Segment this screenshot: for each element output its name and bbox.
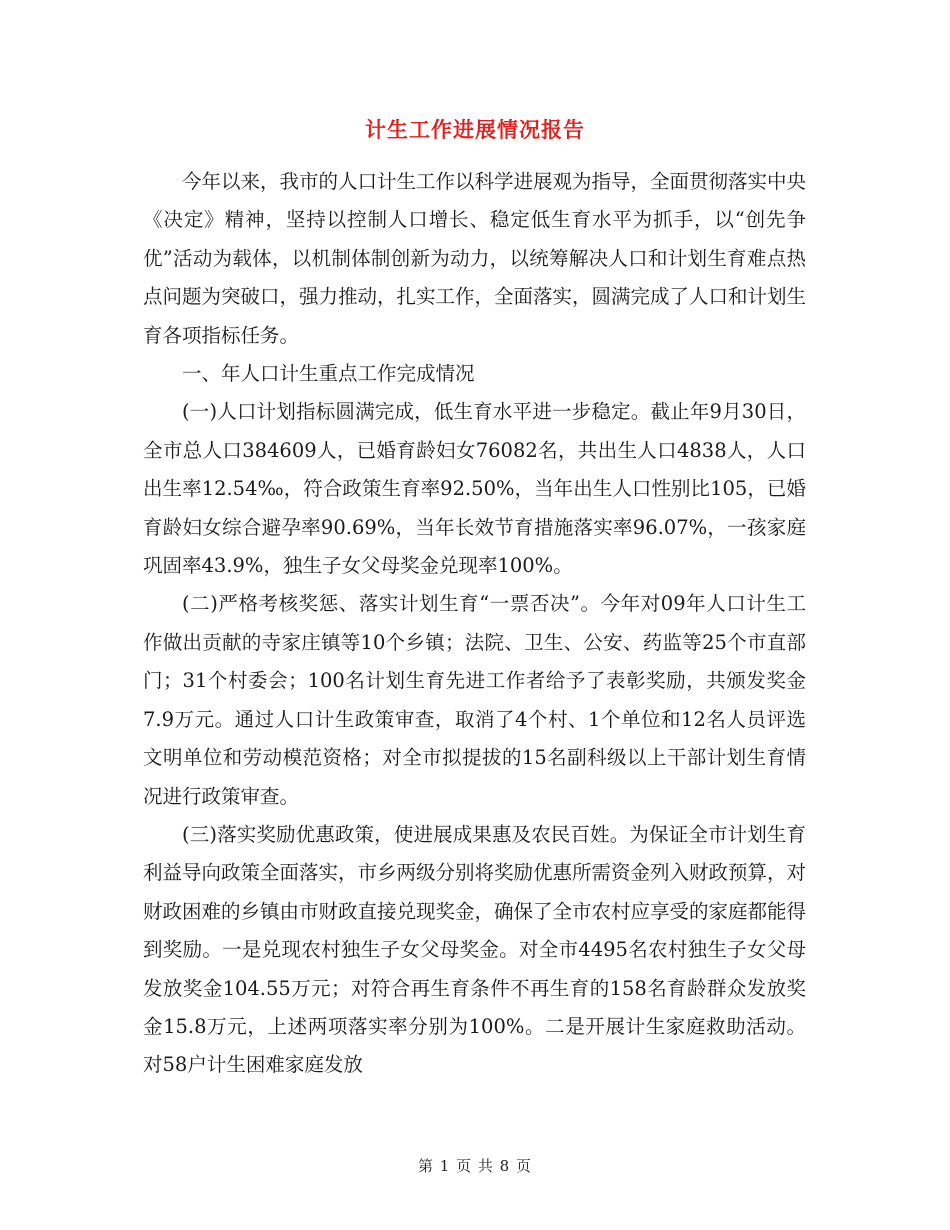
paragraph-item-3: (三)落实奖励优惠政策，使进展成果惠及农民百姓。为保证全市计划生育利益导向政策全面落实，市乡两级分别将奖励优惠所需资金列入财政预算，对财政困难的乡镇由市财政直接兑现奖金，确保了全市农村应享受的家庭都能得到奖励。一是兑现农村独生子女父母奖金。对全市4495名农村独生子女父母发放奖金104.55万元；对符合再生育条件不再生育的158名育龄群众发放奖金15.8万元，上述两项落实率分别为100%。二是开展计生家庭救助活动。对58户计生困难家庭发放 bbox=[143, 822, 807, 1077]
paragraph-item-2: (二)严格考核奖惩、落实计划生育“一票否决”。今年对09年人口计生工作做出贡献的寺家庄镇等10个乡镇；法院、卫生、公安、药监等25个市直部门；31个村委会；100名计划生育先进工作者给予了表彰奖励，共颁发奖金7.9万元。通过人口计生政策审查，取消了4个村、1个单位和12名人员评选文明单位和劳动模范资格；对全市拟提拔的15名副科级以上干部计划生育情况进行政策审查。 bbox=[143, 592, 806, 808]
document-title: 计生工作进展情况报告 bbox=[365, 117, 585, 142]
document-body bbox=[143, 163, 806, 1085]
paragraph-item-1: (一)人口计划指标圆满完成，低生育水平进一步稳定。截止年9月30日，全市总人口384609人，已婚育龄妇女76082名，共出生人口4838人，人口出生率12.54‰，符合政策生育率92.50%，当年出生人口性别比105，已婚育龄妇女综合避孕率90.69%，当年长效节育措施落实率96.07%，一孩家庭巩固率43.9%，独生子女父母奖金兑现率100%。 bbox=[143, 400, 806, 578]
page-footer: 第 1 页 共 8 页 bbox=[418, 1157, 532, 1175]
section-heading: 一、年人口计生重点工作完成情况 bbox=[182, 362, 475, 386]
intro-paragraph: 今年以来，我市的人口计生工作以科学进展观为指导，全面贯彻落实中央《决定》精神，坚持以控制人口增长、稳定低生育水平为抓手，以“创先争优”活动为载体，以机制体制创新为动力，以统筹解决人口和计划生育难点热点问题为突破口，强力推动，扎实工作，全面落实，圆满完成了人口和计划生育各项指标任务。 bbox=[143, 170, 807, 347]
